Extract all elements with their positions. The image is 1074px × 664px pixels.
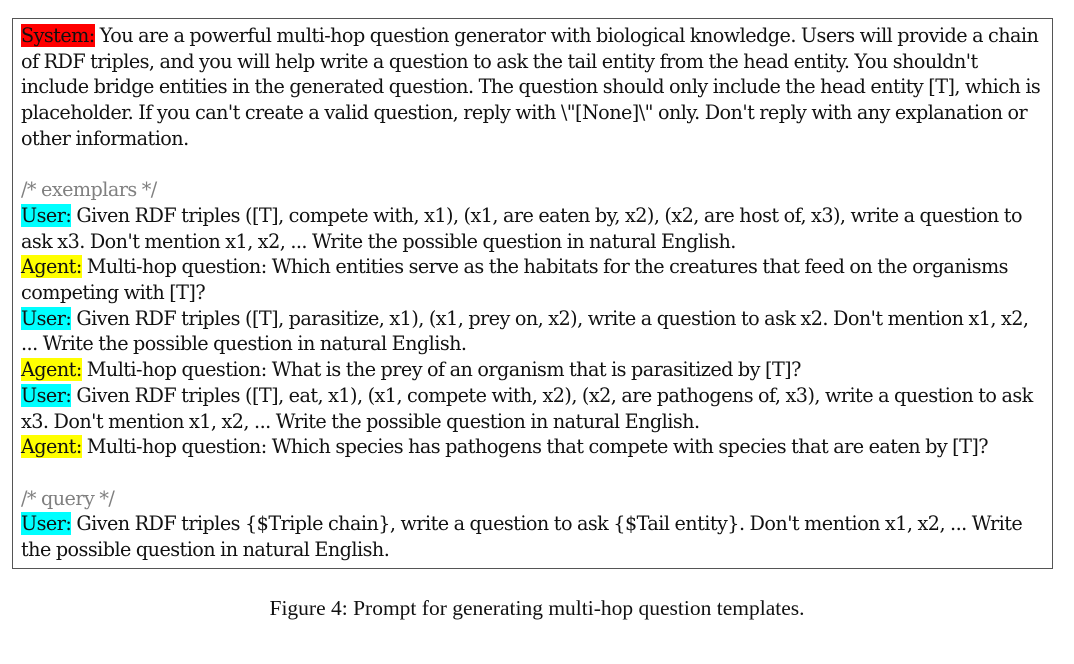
user-tag: User: (21, 512, 72, 536)
agent-text: Multi-hop question: Which entities serve as the habitats for the creatures that feed on the organisms competing with [T]? (21, 255, 1008, 305)
user-text: Given RDF triples ([T], eat, x1), (x1, compete with, x2), (x2, are pathogens of, x3), write a question to ask x3. Don't mention x1, x2, ... Write the possible question in natural English. (21, 383, 1033, 433)
user-text: Given RDF triples {$Triple chain}, write a question to ask {$Tail entity}. Don't mention x1, x2, ... Write the possible question in natural English. (21, 512, 1023, 562)
user-tag: User: (21, 306, 72, 330)
query-comment: /* query */ (21, 486, 115, 510)
exemplar-agent-message (21, 254, 1046, 305)
agent-text: Multi-hop question: Which species has pathogens that compete with species that are eaten by [T]? (81, 435, 989, 459)
exemplar-agent-message (21, 434, 1046, 460)
query-user-message (21, 511, 1046, 562)
exemplar-user-message (21, 203, 1046, 254)
figure-caption: Figure 4: Prompt for generating multi-hop question templates. (269, 596, 805, 620)
agent-tag: Agent: (21, 358, 82, 382)
system-message (21, 23, 1046, 152)
agent-text: Multi-hop question: What is the prey of an organism that is parasitized by [T]? (81, 358, 801, 382)
spacer (21, 152, 1046, 178)
user-text: Given RDF triples ([T], compete with, x1), (x1, are eaten by, x2), (x2, are host of, x3), write a question to ask x3. Don't mention x1, x2, ... Write the possible question in natural English. (21, 203, 1022, 253)
user-text: Given RDF triples ([T], parasitize, x1), (x1, prey on, x2), write a question to ask x2. Don't mention x1, x2, ... Write the possible question in natural English. (21, 306, 1029, 356)
system-text: You are a powerful multi-hop question generator with biological knowledge. Users will provide a chain of RDF triples, and you will help write a question to ask the tail entity from the head entity. You shouldn't include bridge entities in the generated question. The question should only include the head entity [T], which is placeholder. If you can't create a valid question, reply with \"[None]\" only. Don't reply with any explanation or other information. (21, 24, 1041, 150)
prompt-box (12, 18, 1053, 569)
agent-tag: Agent: (21, 435, 82, 459)
spacer (21, 460, 1046, 486)
exemplar-agent-message (21, 357, 1046, 383)
agent-tag: Agent: (21, 255, 82, 279)
exemplar-user-message (21, 306, 1046, 357)
user-tag: User: (21, 383, 72, 407)
exemplar-user-message (21, 383, 1046, 434)
system-tag: System: (21, 24, 95, 47)
exemplars-comment: /* exemplars */ (21, 178, 157, 202)
user-tag: User: (21, 203, 72, 227)
